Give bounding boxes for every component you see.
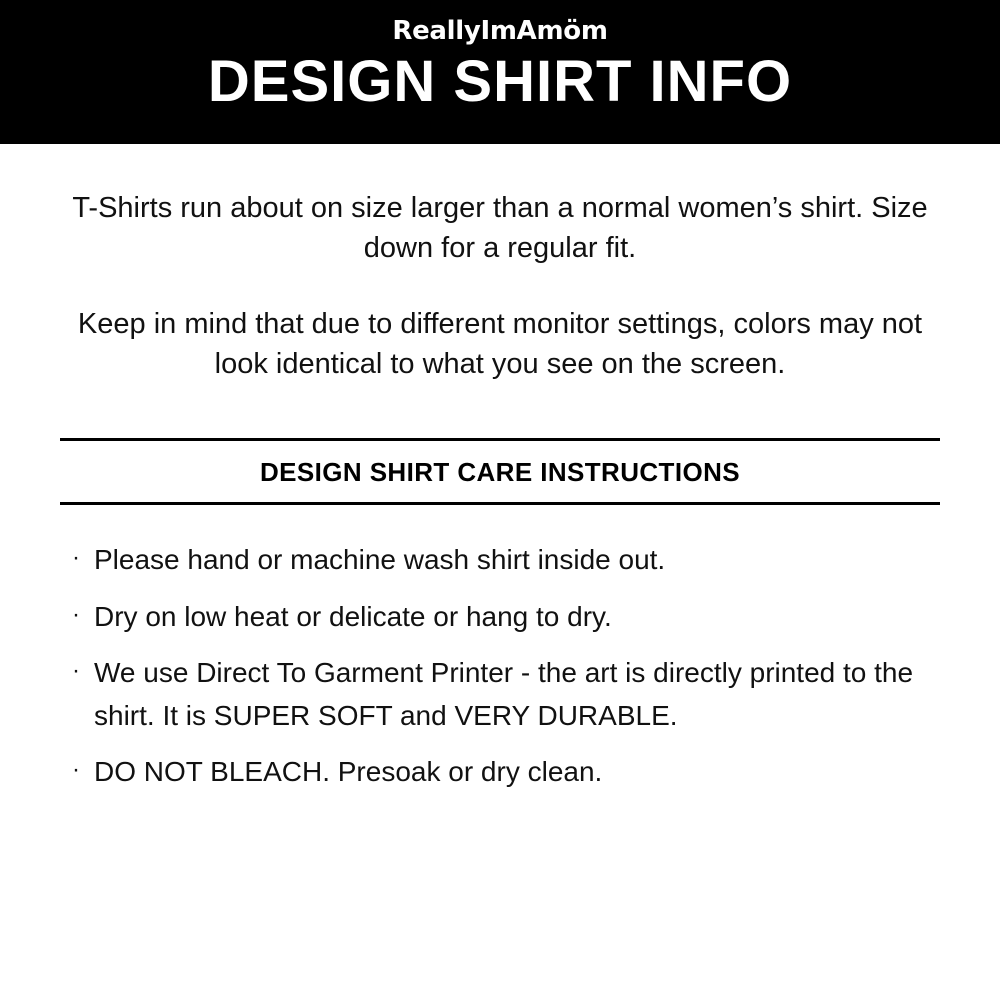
intro-paragraph-1: T-Shirts run about on size larger than a normal women’s shirt. Size down for a regular fit. <box>72 192 928 265</box>
list-item-text: DO NOT BLEACH. Presoak or dry clean. <box>94 756 603 788</box>
care-instructions-section <box>60 438 940 794</box>
list-item-text: Please hand or machine wash shirt inside out. <box>94 544 666 576</box>
list-item <box>72 751 940 794</box>
bullet-icon: · <box>72 756 80 784</box>
bullet-icon: · <box>72 657 80 685</box>
intro-text <box>60 188 940 384</box>
bullet-icon: · <box>72 544 80 572</box>
list-item-text: We use Direct To Garment Printer - the art is directly printed to the shirt. It is SUPER SOFT and VERY DURABLE. <box>94 657 914 731</box>
list-item <box>72 652 940 737</box>
list-item <box>72 539 940 582</box>
page-title: DESIGN SHIRT INFO <box>207 49 793 114</box>
bullet-icon: · <box>72 600 80 628</box>
divider-bottom <box>60 502 940 505</box>
intro-paragraph-2: Keep in mind that due to different monitor settings, colors may not look identical to what you see on the screen. <box>77 308 923 381</box>
list-item <box>72 596 940 639</box>
brand-logo: ReallyImAmöm <box>392 16 608 46</box>
care-list <box>60 539 940 794</box>
care-section-title: DESIGN SHIRT CARE INSTRUCTIONS <box>259 457 741 488</box>
header-banner <box>0 0 1000 144</box>
list-item-text: Dry on low heat or delicate or hang to dry. <box>94 600 612 632</box>
content-area <box>0 144 1000 1000</box>
